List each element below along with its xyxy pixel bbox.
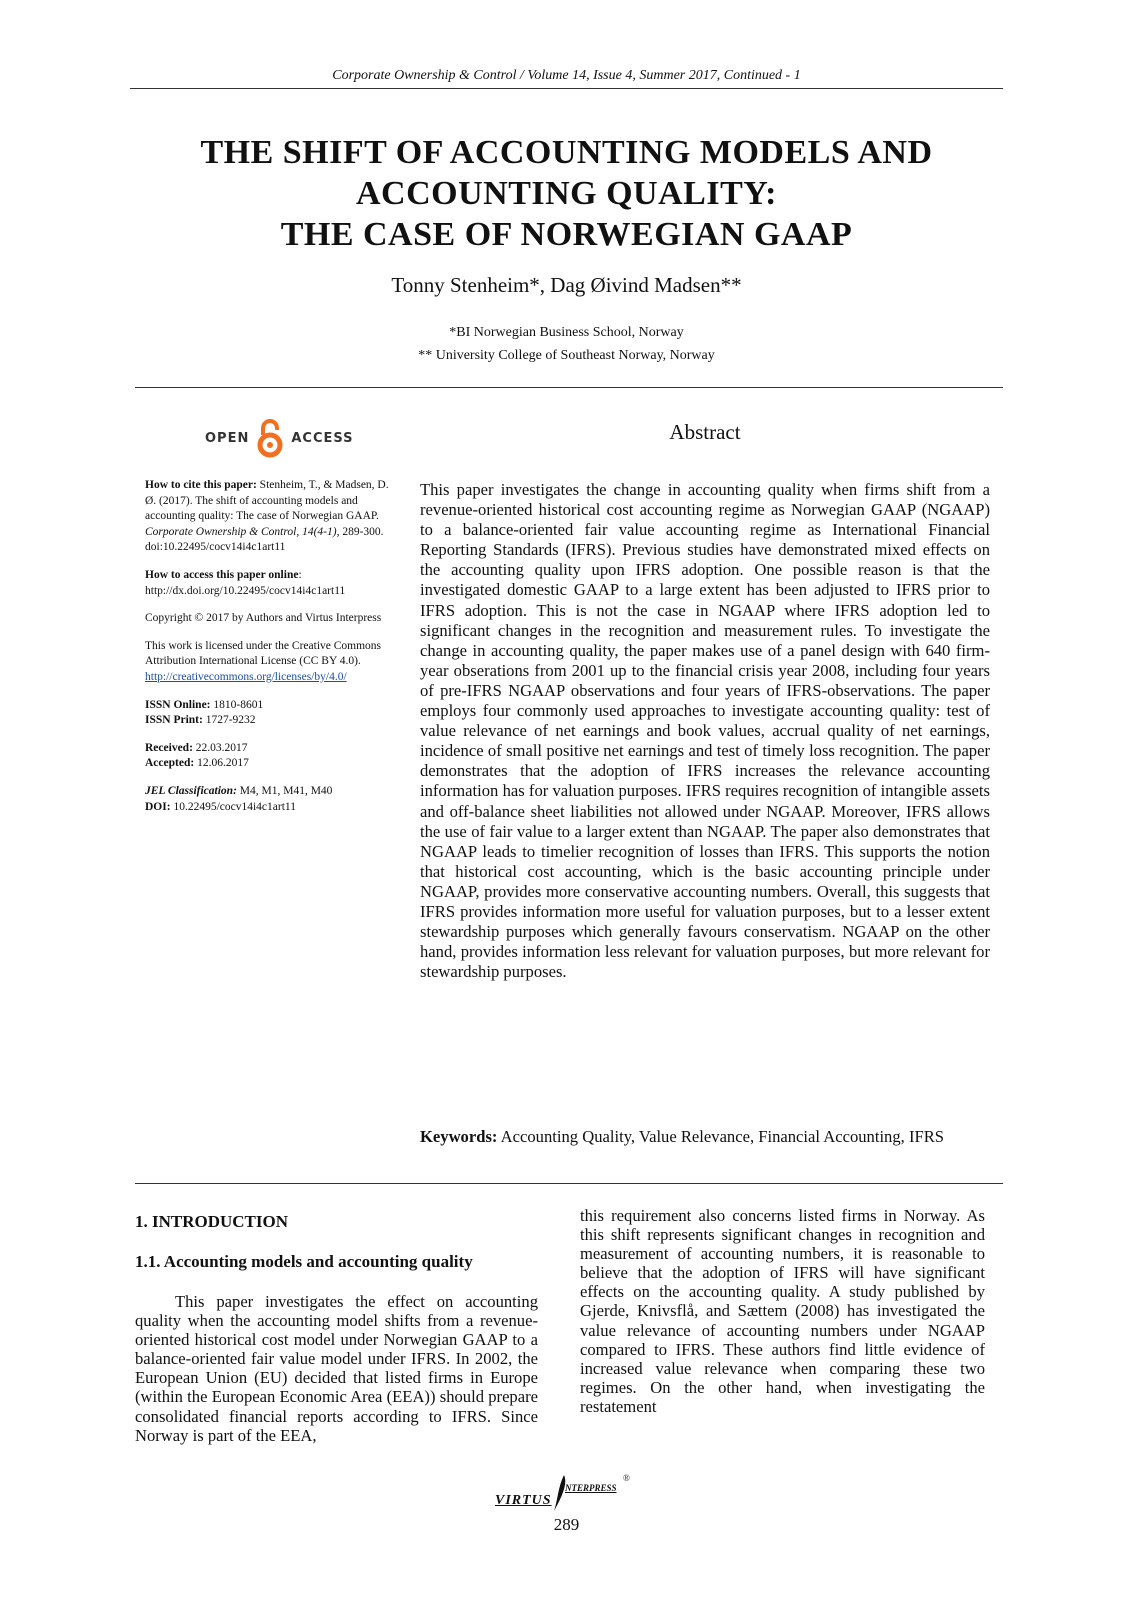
intro-right-column: this requirement also concerns listed firms in Norway. As this shift represents significant changes in recognition and measurement of accounting numbers, it is reasonable to believe that the adoption of IFRS will have significant effects on the accounting quality. A study published by Gjerde, Knivsflå, and Sættem (2008) has investigated the value relevance of accounting numbers under NGAAP compared to IFRS. These authors find little evidence of increased value relevance when comparing these two regimes. On the other hand, when investigating the restatement: [580, 1206, 985, 1416]
citation-text: Stenheim, T., & Madsen, D. Ø. (2017). The shift of accounting models and accounting quality: The case of Norwegian GAAP.: [145, 479, 389, 523]
citation-block: [145, 478, 393, 556]
publisher-logo: [495, 1473, 635, 1513]
license-block: [145, 639, 393, 686]
access-url: http://dx.doi.org/10.22495/cocv14i4c1art11: [145, 584, 346, 597]
classification-block: [145, 784, 393, 815]
title-rule: [135, 387, 1003, 388]
keywords-label: Keywords:: [420, 1127, 498, 1146]
page-number: 289: [553, 1515, 580, 1534]
keywords: [420, 1127, 990, 1147]
accepted-date: 12.06.2017: [194, 757, 249, 770]
doi-value: 10.22495/cocv14i4c1art11: [170, 800, 296, 813]
registered-mark: ®: [623, 1473, 630, 1483]
paper-title: [130, 132, 1003, 255]
affiliation: ** University College of Southeast Norway, Norway: [418, 348, 715, 363]
issn-online: 1810-8601: [210, 698, 264, 711]
accepted-label: Accepted:: [145, 757, 195, 770]
authors: Tonny Stenheim*, Dag Øivind Madsen**: [391, 273, 742, 297]
publisher-logo-left: VIRTUS: [495, 1493, 552, 1508]
quill-icon: [550, 1473, 570, 1513]
open-lock-icon: [255, 418, 285, 458]
title-line: THE CASE OF NORWEGIAN GAAP: [280, 216, 853, 253]
received-label: Received:: [145, 741, 193, 754]
copyright: Copyright © 2017 by Authors and Virtus Interpress: [145, 612, 382, 625]
license-text: This work is licensed under the Creative Commons Attribution International License (CC BY 4.0).: [145, 639, 382, 668]
subsection-heading: 1.1. Accounting models and accounting quality: [135, 1252, 473, 1271]
title-line: ACCOUNTING QUALITY:: [355, 175, 778, 212]
intro-left-column: This paper investigates the effect on accounting quality when the accounting model shifts from a revenue-oriented historical cost model under Norwegian GAAP to a balance-oriented fair value model under IFRS. In 2002, the European Union (EU) decided that listed firms in Europe (within the European Economic Area (EEA)) should prepare consolidated financial reports according to IFRS. Since Norway is part of the EEA,: [135, 1292, 538, 1445]
received-date: 22.03.2017: [192, 741, 248, 754]
abstract-text: This paper investigates the change in accounting quality when firms shift from a revenue-oriented historical cost accounting regime as Norwegian GAAP (NGAAP) to a balance-oriented fair value accounting regime as International Financial Reporting Standards (IFRS). Previous studies have demonstrated mixed effects on the accounting quality upon IFRS adoption. One possible reason is that the investigated domestic GAAP to a large extent has been adjusted to IFRS prior to IFRS adoption. This is not the case in NGAAP where IFRS adoption led to significant changes in the recognition and measurement rules. To investigate the change in accounting quality, the paper makes use of a panel design with 640 firm-year obserations from 2001 up to the financial crisis year 2008, including four years of pre-IFRS NGAAP observations and four years of IFRS-observations. The paper employs four commonly used approaches to investigate accounting quality: test of value relevance of net earnings and book values, accrual quality of net earnings, incidence of small positive net earnings and test of timely loss recognition. The paper demonstrates that the adoption of IFRS increases the relevance accounting information has for valuation purposes. IFRS requires recognition of intangible assets and off-balance sheet liabilities not allowed under NGAAP. Moreover, IFRS allows the use of fair value to a larger extent than NGAAP. The paper also demonstrates that NGAAP leads to timelier recognition of losses than IFRS. This supports the notion that historical cost accounting, which is the basic accounting principle under NGAAP, provides more conservative accounting numbers. Overall, this suggests that IFRS provides information more useful for valuation purposes, but to a lesser extent stewardship purposes which generally favours conservatism. NGAAP on the other hand, provides information less relevant for valuation purposes, but more relevant for stewardship purposes.: [420, 480, 990, 982]
issn-online-label: ISSN Online:: [145, 698, 211, 711]
keywords-text: Accounting Quality, Value Relevance, Financial Accounting, IFRS: [497, 1127, 945, 1146]
dates-block: [145, 741, 393, 772]
jel-label: JEL Classification:: [145, 784, 237, 797]
abstract-heading: Abstract: [669, 420, 741, 444]
citation-label: How to cite this paper:: [145, 479, 257, 491]
license-link[interactable]: http://creativecommons.org/licenses/by/4.0/: [145, 670, 347, 683]
header-rule: [130, 88, 1003, 89]
running-head: Corporate Ownership & Control / Volume 14, Issue 4, Summer 2017, Continued - 1: [332, 68, 801, 83]
doi-label: DOI:: [145, 800, 171, 813]
issn-print-label: ISSN Print:: [145, 714, 203, 727]
open-access-right: ACCESS: [291, 430, 354, 446]
publisher-logo-right: NTERPRESS: [565, 1483, 617, 1493]
citation-journal: Corporate Ownership & Control, 14(4-1),: [145, 525, 340, 538]
open-access-logo: [205, 418, 354, 458]
article-info-sidebar: [145, 478, 393, 827]
section-heading: 1. INTRODUCTION: [135, 1212, 289, 1231]
citation-tail: 289-300. doi:10.22495/cocv14i4c1art11: [145, 525, 384, 554]
open-access-left: OPEN: [205, 430, 250, 446]
issn-block: [145, 698, 393, 729]
jel-codes: M4, M1, M41, M40: [236, 784, 333, 797]
abstract-rule: [135, 1183, 1003, 1184]
access-block: How to access this paper online: http://dx.doi.org/10.22495/cocv14i4c1art11: [145, 568, 346, 597]
access-label: How to access this paper online: [145, 568, 299, 581]
issn-print: 1727-9232: [202, 714, 256, 727]
affiliation: *BI Norwegian Business School, Norway: [449, 325, 684, 340]
title-line: THE SHIFT OF ACCOUNTING MODELS AND: [200, 134, 933, 171]
